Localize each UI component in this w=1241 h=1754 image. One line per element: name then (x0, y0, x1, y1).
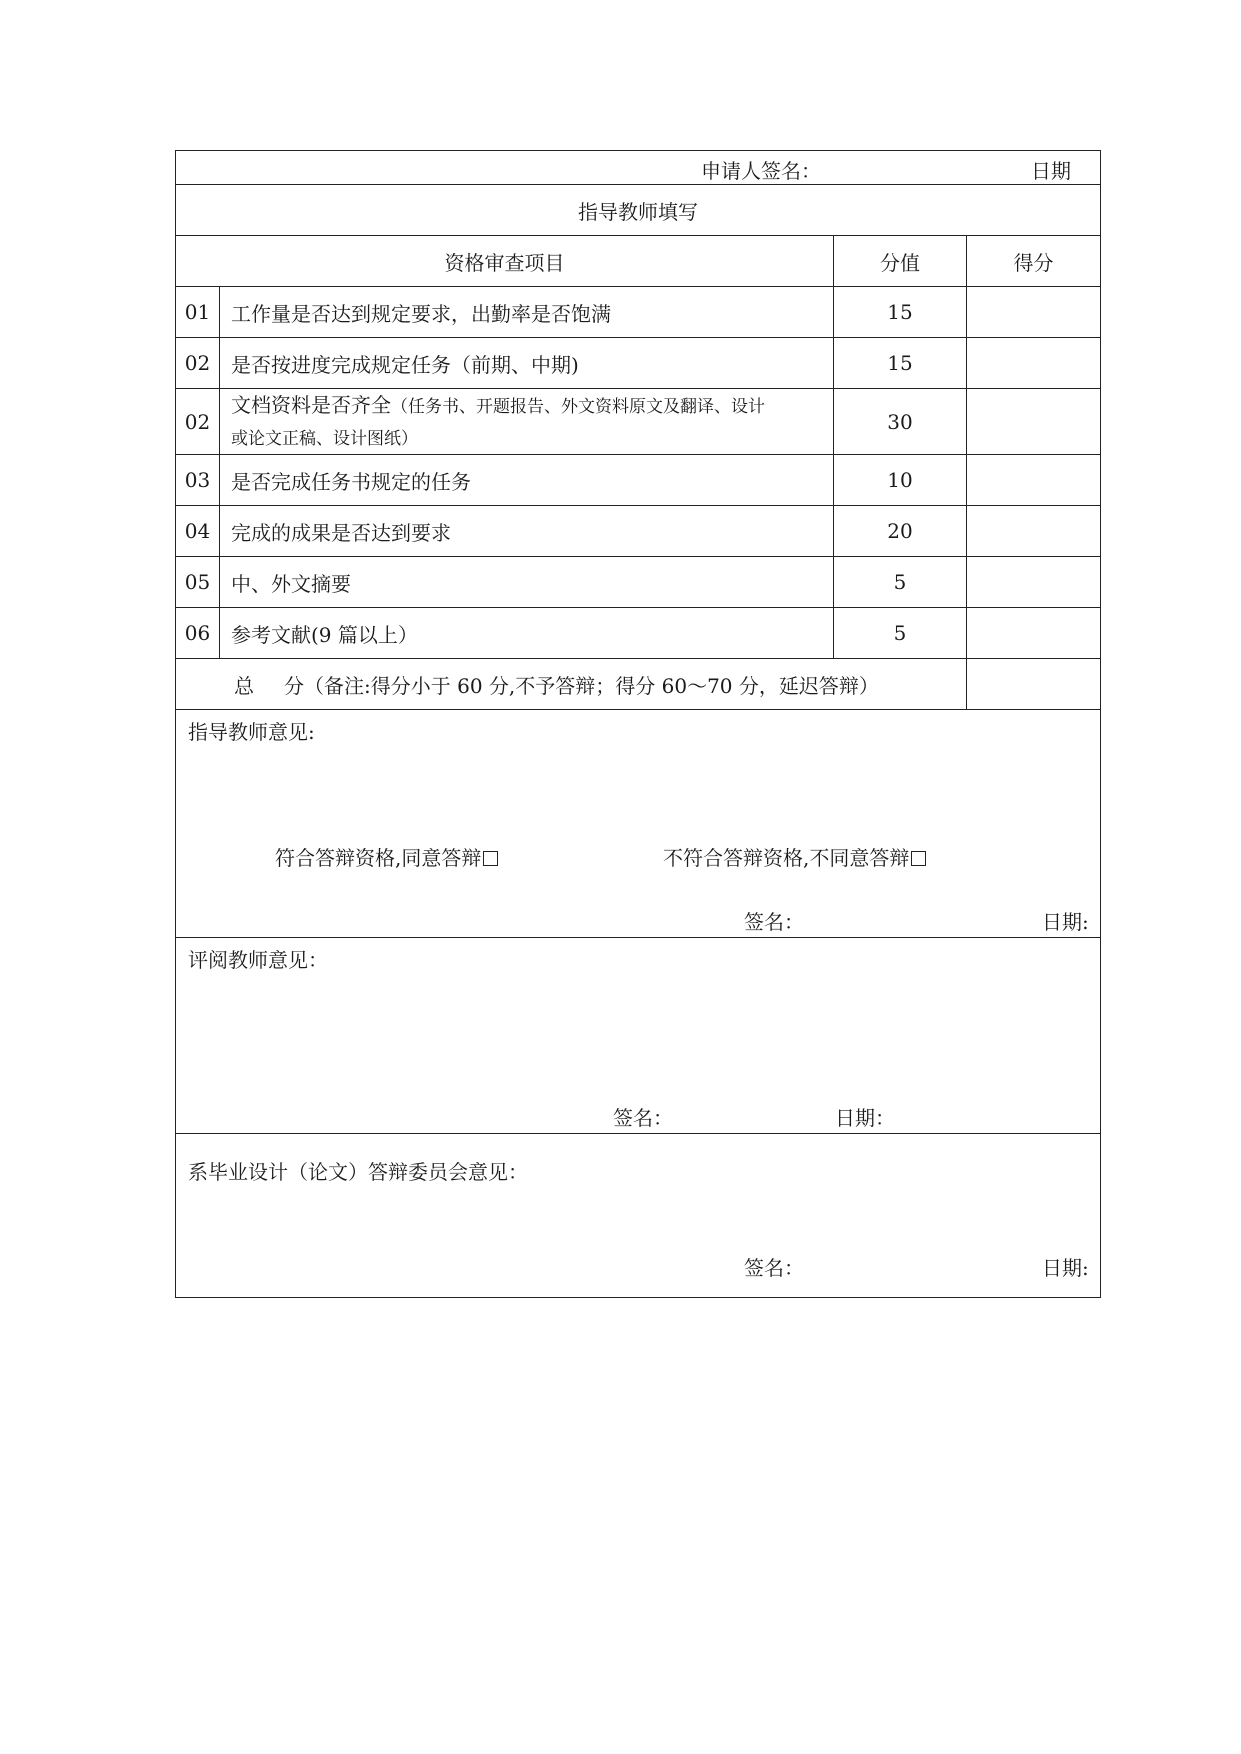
row-value: 5 (834, 557, 967, 608)
row-score-cell[interactable] (967, 389, 1101, 455)
row-item: 参考文献(9 篇以上） (220, 608, 834, 659)
table-row (176, 389, 1101, 455)
reviewer-opinion-label: 评阅教师意见： (188, 948, 328, 972)
advisor-option-reject[interactable] (663, 842, 926, 871)
row-value: 10 (834, 455, 967, 506)
row-number: 06 (176, 608, 220, 659)
row-score-cell[interactable] (967, 506, 1101, 557)
committee-opinion-row (176, 1134, 1101, 1298)
table-row (176, 338, 1101, 389)
applicant-date-label: 日期 (1031, 159, 1071, 183)
qualification-review-form (175, 150, 1101, 1298)
table-row (176, 557, 1101, 608)
advisor-opinion-label: 指导教师意见: (188, 720, 315, 744)
row-number: 04 (176, 506, 220, 557)
row-item: 是否完成任务书规定的任务 (220, 455, 834, 506)
row-number: 02 (176, 338, 220, 389)
row-item (220, 389, 834, 455)
row-value: 15 (834, 287, 967, 338)
row-number: 03 (176, 455, 220, 506)
column-header-score: 得分 (967, 236, 1101, 287)
approve-checkbox[interactable] (483, 851, 498, 866)
total-label (176, 659, 967, 710)
row-score-cell[interactable] (967, 455, 1101, 506)
row-item: 是否按进度完成规定任务（前期、中期) (220, 338, 834, 389)
row-item-note-continued: 或论文正稿、设计图纸） (231, 428, 418, 449)
applicant-signature-row (176, 151, 1101, 185)
row-score-cell[interactable] (967, 557, 1101, 608)
total-label-note: 分（备注:得分小于 60 分,不予答辩；得分 60～70 分，延迟答辩） (284, 673, 879, 698)
committee-opinion-label: 系毕业设计（论文）答辩委员会意见： (188, 1160, 528, 1184)
section-title: 指导教师填写 (176, 185, 1101, 236)
table-row (176, 506, 1101, 557)
row-value: 5 (834, 608, 967, 659)
advisor-option-approve[interactable] (275, 842, 498, 871)
total-label-main: 总 (234, 673, 254, 698)
advisor-option-approve-label: 符合答辩资格,同意答辩 (275, 846, 482, 870)
reviewer-date-label: 日期： (835, 1106, 895, 1130)
row-score-cell[interactable] (967, 608, 1101, 659)
committee-signature-label: 签名： (744, 1256, 804, 1280)
total-row (176, 659, 1101, 710)
row-number: 01 (176, 287, 220, 338)
table-row (176, 608, 1101, 659)
advisor-opinion-row (176, 710, 1101, 938)
applicant-signature-label: 申请人签名： (701, 159, 821, 183)
row-item: 工作量是否达到规定要求，出勤率是否饱满 (220, 287, 834, 338)
row-score-cell[interactable] (967, 287, 1101, 338)
row-number: 02 (176, 389, 220, 455)
row-value: 20 (834, 506, 967, 557)
total-score-cell[interactable] (967, 659, 1101, 710)
advisor-option-reject-label: 不符合答辩资格,不同意答辩 (663, 846, 910, 870)
reviewer-opinion-row (176, 938, 1101, 1134)
table-row (176, 287, 1101, 338)
column-header-item: 资格审查项目 (176, 236, 834, 287)
section-title-row (176, 185, 1101, 236)
row-item-note: （任务书、开题报告、外文资料原文及翻译、设计 (391, 396, 765, 417)
row-item-main: 文档资料是否齐全 (231, 392, 391, 417)
row-value: 15 (834, 338, 967, 389)
row-score-cell[interactable] (967, 338, 1101, 389)
committee-date-label: 日期: (1042, 1256, 1089, 1280)
advisor-date-label: 日期: (1042, 910, 1089, 934)
row-value: 30 (834, 389, 967, 455)
column-header-value: 分值 (834, 236, 967, 287)
column-header-row (176, 236, 1101, 287)
row-item: 中、外文摘要 (220, 557, 834, 608)
row-item: 完成的成果是否达到要求 (220, 506, 834, 557)
advisor-signature-label: 签名： (744, 910, 804, 934)
reviewer-signature-label: 签名： (613, 1106, 673, 1130)
row-number: 05 (176, 557, 220, 608)
table-row (176, 455, 1101, 506)
reject-checkbox[interactable] (911, 851, 926, 866)
